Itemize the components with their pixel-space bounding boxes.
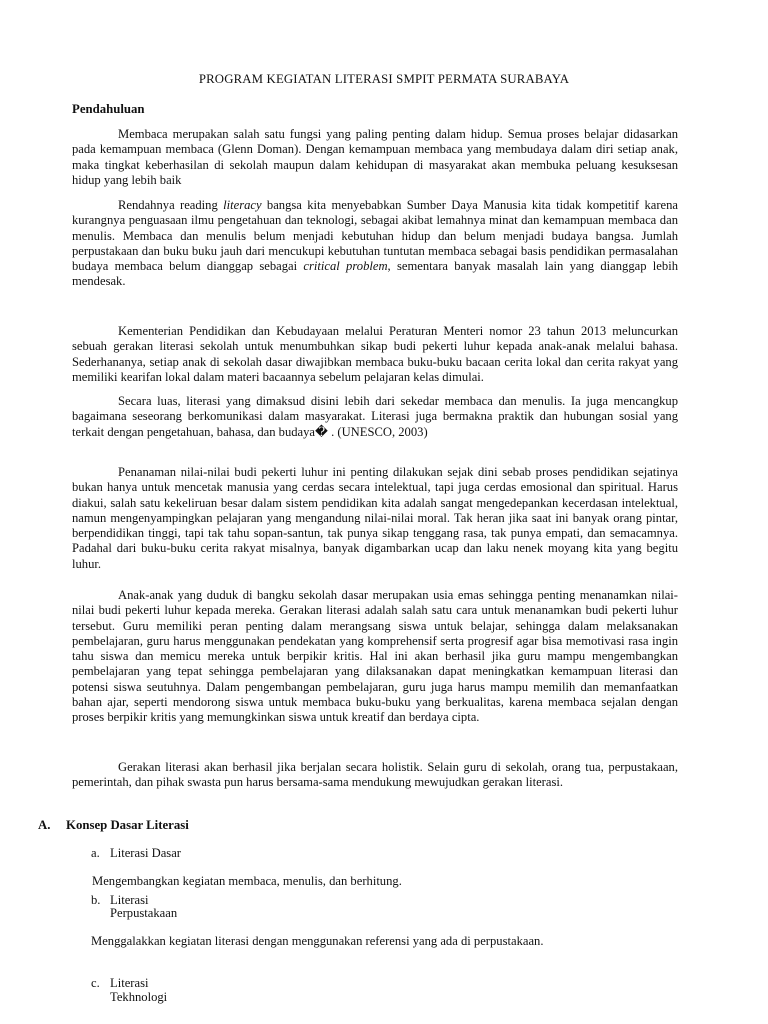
list-item-b-description: Menggalakkan kegiatan literasi dengan menggunakan referensi yang ada di perpustakaan. <box>91 934 544 948</box>
literacy-term: literacy <box>223 198 262 212</box>
intro-paragraph-1: Membaca merupakan salah satu fungsi yang paling penting dalam hidup. Semua proses belajar didasarkan pada kemampuan membaca (Glenn Doman). Dengan kemampuan membaca yang membudaya dalam diri setiap anak, maka tingkat keberhasilan di sekolah maupun dalam kehidupan di masyarakat akan membuka peluang kesuksesan hidup yang lebih baik <box>72 127 678 187</box>
intro-paragraph-6: Anak-anak yang duduk di bangku sekolah dasar merupakan usia emas sehingga penting menanamkan nilai-nilai budi pekerti luhur kepada mereka. Gerakan literasi adalah salah satu cara untuk menanamkan budi pekerti luhur tersebut. Guru memiliki peran penting dalam merangsang siswa untuk belajar, sehingga dalam melaksanakan pembelajaran, guru harus menggunakan pendekatan yang komprehensif serta progresif agar bisa memotivasi rasa ingin tahu siswa dan memicu mereka untuk berpikir kritis. Hal ini akan berhasil jika guru mampu mengembangkan pembelajaran yang tepat sehingga pembelajaran yang dilaksanakan dapat meningkatkan kemampuan literasi dan potensi siswa seutuhnya. Dalam pengembangan pembelajaran, guru juga harus mampu memilih dan memanfaatkan bahan ajar, seperti mendorong siswa untuk membaca buku-buku yang berkualitas, karena membaca sejalan dengan proses berpikir kritis yang memungkinkan siswa untuk kreatif dan berdaya cipta. <box>72 588 678 725</box>
critical-problem-term: critical problem <box>303 259 388 274</box>
list-item-b-label: Literasi <box>110 893 149 907</box>
list-item-c-label: Literasi <box>110 976 149 990</box>
intro-paragraph-3: Kementerian Pendidikan dan Kebudayaan melalui Peraturan Menteri nomor 23 tahun 2013 meluncurkan sebuah gerakan literasi sekolah untuk menumbuhkan sikap budi pekerti luhur kepada anak-anak melalui bahasa. Sederhananya, setiap anak di sekolah dasar diwajibkan membaca buku-buku bacaan cerita lokal dan cerita rakyat yang memiliki kearifan lokal dalam materi bacaannya sebelum pelajaran kelas dimulai. <box>72 324 678 384</box>
list-item-c-label-continued: Tekhnologi <box>110 990 168 1004</box>
list-item-literasi-dasar <box>91 846 181 861</box>
paragraph-2-text-a: Rendahnya reading <box>118 198 224 212</box>
paragraph-2-text-c: bangsa kita menyebabkan Sumber Daya Manusia kita tidak kompetitif karena kurangnya penguasaan ilmu pengetahuan dan teknologi, sebagai akibat lemahnya minat dan kemampuan membaca dan menulis. Membaca dan menulis belum menjadi kebutuhan hidup dan belum menjadi budaya bangsa. Jumlah perpustakaan dan buku buku jauh dari mencukupi kebutuhan tuntutan membaca sebagai basis pendidikan permasalahan budaya membaca belum dianggap sebagai <box>72 198 679 274</box>
list-item-literasi-tekhnologi <box>91 976 148 991</box>
intro-paragraph-5: Penanaman nilai-nilai budi pekerti luhur ini penting dilakukan sejak dini sebab proses pendidikan sejatinya bukan hanya untuk mencetak manusia yang cerdas secara intelektual, tapi juga cerdas emosional dan spiritual. Harus diakui, salah satu kekeliruan besar dalam sistem pendidikan kita adalah sangat mengedepankan kecerdasan intelektual, namun mengenyampingkan pelajaran yang mengandung nilai-nilai moral. Tak heran jika saat ini banyak orang pintar, berpendidikan tinggi, tapi tak tahu sopan-santun, tak punya sikap tenggang rasa, tak punya empati, dan semacamnya. Padahal dari buku-buku cerita rakyat misalnya, banyak digambarkan ucap dan laku nenek moyang kita yang begitu luhur. <box>72 465 678 571</box>
list-item-b-label-continued: Perpustakaan <box>110 906 178 920</box>
list-marker-b: b. <box>91 893 101 907</box>
concept-heading-label: Konsep Dasar Literasi <box>66 818 189 832</box>
intro-paragraph-2 <box>72 198 678 290</box>
concept-heading-marker: A. <box>38 818 51 832</box>
list-marker-a: a. <box>91 846 100 860</box>
paragraph-2-text-e: , sementara banyak masalah lain yang dianggap lebih mendesak. <box>72 259 678 289</box>
intro-paragraph-7: Gerakan literasi akan berhasil jika berjalan secara holistik. Selain guru di sekolah, orang tua, perpustakaan, pemerintah, dan pihak swasta pun harus bersama-sama mendukung mewujudkan gerakan literasi. <box>72 760 678 790</box>
document-title: PROGRAM KEGIATAN LITERASI SMPIT PERMATA SURABAYA <box>198 72 570 86</box>
list-item-a-description: Mengembangkan kegiatan membaca, menulis, dan berhitung. <box>92 874 402 888</box>
intro-paragraph-4: Secara luas, literasi yang dimaksud disini lebih dari sekedar membaca dan menulis. Ia juga mencangkup bagaimana seseorang berkomunikasi dalam masyarakat. Literasi juga bermakna praktik dan hubungan sosial yang terkait dengan pengetahuan, bahasa, dan budaya� . (UNESCO, 2003) <box>72 394 678 439</box>
concept-heading <box>38 818 189 833</box>
intro-heading: Pendahuluan <box>72 102 145 116</box>
list-item-a-label: Literasi Dasar <box>110 846 181 860</box>
list-marker-c: c. <box>91 976 100 990</box>
